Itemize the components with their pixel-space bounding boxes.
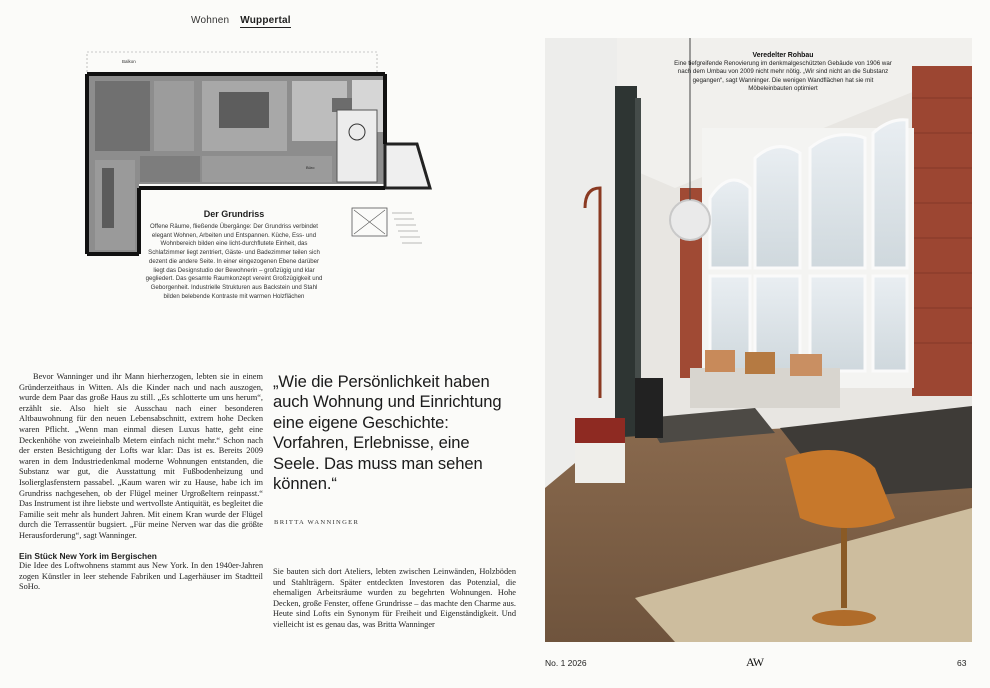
photo-caption-text: Eine tiefgreifende Renovierung im denkmalgeschützten Gebäude von 1906 war nach dem Umbau von 2009 nicht mehr nötig. „Wir sind nicht an die Substanz gegangen“, sagt Wanninger. Die wenigen Wandflächen hat sie mit Möbeleinbauten optimiert xyxy=(674,60,892,93)
plan-label-office: Büro xyxy=(306,165,315,170)
floorplan-caption xyxy=(145,209,323,301)
interior-photo xyxy=(545,38,972,642)
article-column-2 xyxy=(273,567,516,631)
section-label: Wohnen xyxy=(191,15,230,26)
magazine-logo: AW xyxy=(746,655,764,669)
article-paragraph: Sie bauten sich dort Ateliers, lebten zwischen Leinwänden, Holzböden und Stahlträgern. Später entdeckten Investoren das Potenzial, die ehemaligen Arbeitsräume wurden zu begehrten Wohnungen. Hohe Decken, große Fenster, offene Grundrisse – das machte den Charme aus. Heute sind Lofts ein Synonym für Freiheit und Eigenständigkeit. Und vielleicht ist es genau das, was Britta Wanninger xyxy=(273,567,516,629)
photo-caption xyxy=(672,52,894,94)
article-column-1 xyxy=(19,372,263,593)
photo-caption-title: Veredelter Rohbau xyxy=(752,52,814,59)
location-label: Wuppertal xyxy=(240,15,291,26)
floorplan-caption-text: Offene Räume, fließende Übergänge: Der Grundriss verbindet elegant Wohnen, Arbeiten und Entspannen. Küche, Ess- und Wohnbereich bilden eine licht-durchflutete Einheit, das Schlafzimmer liegt zentriert, Gäste- und Badezimmer teilen sich dezent die andere Seite. In einer eingezogenen Ebene darüber liegt das Designstudio der Bewohnerin – großzügig und klar gegliedert. Das gesamte Raumkonzept vereint Großzügigkeit und Geborgenheit. Industrielle Strukturen aus Backstein und Stahl bilden belebende Kontraste mit warmen Holzflächen xyxy=(145,223,323,300)
running-header xyxy=(191,15,291,26)
page-number: 63 xyxy=(957,658,967,668)
issue-number: No. 1 2026 xyxy=(545,658,587,668)
pull-quote: „Wie die Persönlichkeit haben auch Wohnung und Einrichtung eine eigene Geschichte: Vorfahren, Erlebnisse, eine Seele. Das muss man sehen können.“ xyxy=(273,372,502,494)
pull-quote-author: BRITTA WANNINGER xyxy=(274,519,360,526)
article-paragraph: Bevor Wanninger und ihr Mann hierherzogen, lebten sie in einem Gründerzeithaus in Witten. Als die Kinder nach und nach auszogen, wurde dem Paar das große Haus zu still. „Es schlotterte um uns herum“, erzählt sie. Also hielt sie Ausschau nach einer besonderen Altbauwohnung für den neuen Lebensabschnitt, extrem hohe Decken waren Pflicht. „Wenn man einmal diesen Luxus hatte, geht eine Deckenhöhe von zweieinhalb Metern einfach nicht mehr.“ Schon nach der ersten Besichtigung der Lofts war klar: Das ist es. Bereits 2009 waren in dem Industriedenkmal moderne Wohnungen entstanden, die Substanz war gut, die Ausstattung mit Fußbodenheizung und Isolierglasfenstern passabel. „Kaum waren wir zu Hause, habe ich im Grundriss nachgesehen, ob der Flügel meiner Urgroßeltern reinpasst.“ Das Instrument ist ihre liebste und wertvollste Antiquität, es begleitet die Familie seit mehr als hundert Jahren. Mit einem Kran wurde der Flügel durch die Terrassentür bugsiert. „Für meine Nerven war das die größte Herausforderung“, sagt Wanninger. xyxy=(19,372,263,540)
article-paragraph: Die Idee des Loftwohnens stammt aus New York. In den 1940er-Jahren zogen Künstler in leer stehende Fabriken und Lagerhäuser im Stadtteil SoHo. xyxy=(19,561,263,592)
floorplan-caption-title: Der Grundriss xyxy=(203,209,265,219)
article-subhead: Ein Stück New York im Bergischen xyxy=(19,550,157,561)
plan-label-balcony: Balkon xyxy=(122,59,136,64)
